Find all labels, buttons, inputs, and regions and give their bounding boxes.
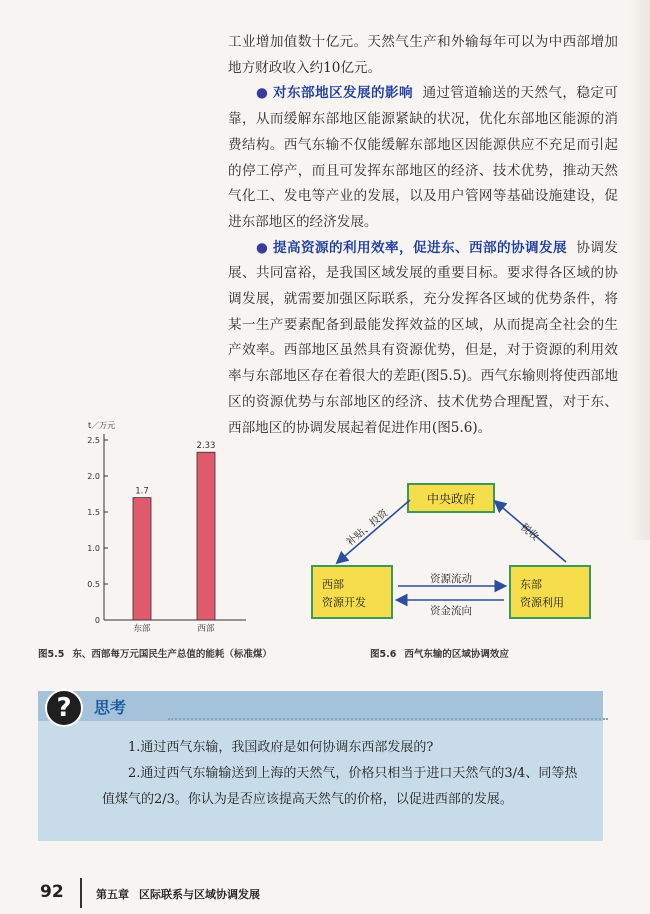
bullet-icon: ● (256, 239, 269, 256)
subsidy-arrow (338, 500, 410, 562)
west-label-line1: 西部 (322, 578, 344, 591)
page-number: 92 (40, 882, 64, 902)
y-axis-label: t／万元 (88, 421, 116, 430)
figure-5-5-caption (38, 646, 272, 660)
y-tick-label: 0 (94, 616, 100, 625)
paragraph-3-text: 协调发展、共同富裕，是我国区域发展的重要目标。要求得各区域的协调发展，就需要加强区际联系，充分发挥各区域的优势条件，将某一生产要素配备到最能发挥效益的区域，从而提高全社会的生产效率。西部地区虽然具有资源优势，但是，对于资源的利用效率与东部地区存在着很大的差距(图5.5)。西气东输则将使西部地区的资源优势与东部地区的经济、技术优势合理配置，对于东、西部地区的协调发展起着促进作用(图5.6)。 (228, 239, 618, 436)
category-label: 东部 (133, 624, 151, 634)
figure-5-5-text: 东、西部每万元国民生产总值的能耗（标准煤） (72, 649, 272, 660)
regional-coordination-diagram (298, 476, 628, 636)
paragraph-1: 工业增加值数十亿元。天然气生产和外输每年可以为中西部增加地方财政收入约10亿元。 (228, 34, 618, 76)
page-edge-shade (630, 0, 650, 540)
main-text (228, 30, 618, 441)
paragraph-2-heading: 对东部地区发展的影响 (273, 85, 413, 102)
y-tick-label: 2.0 (87, 472, 100, 481)
central-gov-label: 中央政府 (426, 492, 476, 506)
y-tick-label: 2.5 (87, 436, 100, 445)
bar-西部 (197, 452, 215, 620)
chapter-footer (96, 886, 270, 902)
question-icon: ? (45, 689, 83, 727)
thinking-box (38, 691, 603, 841)
figure-5-6-caption (370, 646, 509, 660)
thinking-title: 思考 (94, 698, 127, 717)
capital-flow-label: 资金流向 (430, 605, 472, 617)
thinking-questions (102, 735, 582, 813)
thinking-divider (168, 718, 608, 720)
bullet-icon: ● (256, 85, 269, 102)
chapter-title: 区际联系与区域协调发展 (139, 888, 260, 901)
y-tick-label: 1.0 (87, 544, 100, 553)
paragraph-2-text: 通过管道输送的天然气，稳定可靠，从而缓解东部地区能源紧缺的状况，优化东部地区能源的消费结构。西气东输不仅能缓解东部地区因能源供应不充足而引起的停工停产，而且可发挥东部地区的经济、技术优势，推动天然气化工、发电等产业的发展，以及用户管网等基础设施建设，促进东部地区的经济发展。 (228, 85, 618, 230)
west-box (312, 566, 392, 618)
bar-value-label: 1.7 (135, 486, 149, 497)
figure-5-6-number: 图5.6 (370, 649, 397, 660)
east-box (510, 566, 590, 618)
east-label-line2: 资源利用 (520, 596, 564, 609)
question-1: 1.通过西气东输，我国政府是如何协调东西部发展的? (128, 740, 434, 755)
paragraph-3-heading: 提高资源的利用效率，促进东、西部的协调发展 (273, 239, 567, 256)
paragraph-2 (228, 81, 618, 235)
resource-flow-label: 资源流动 (430, 573, 472, 585)
footer-divider (80, 878, 82, 908)
energy-consumption-bar-chart (78, 418, 278, 640)
chapter-number: 第五章 (96, 888, 129, 901)
figure-5-6-text: 西气东输的区域协调效应 (404, 649, 509, 660)
paragraph-3 (228, 236, 618, 442)
west-label-line2: 资源开发 (322, 596, 366, 609)
category-label: 西部 (197, 624, 215, 634)
y-tick-label: 1.5 (87, 508, 100, 517)
question-2: 2.通过西气东输输送到上海的天然气，价格只相当于进口天然气的3/4、同等热值煤气的2/3。你认为是否应该提高天然气的价格，以促进西部的发展。 (102, 766, 578, 807)
figure-5-5-number: 图5.5 (38, 649, 65, 660)
subsidy-label: 补贴、投资 (344, 507, 391, 549)
bar-东部 (133, 498, 151, 620)
east-label-line1: 东部 (520, 578, 542, 591)
y-tick-label: 0.5 (87, 580, 100, 589)
tax-label: 税收 (518, 521, 541, 544)
bar-value-label: 2.33 (196, 441, 216, 452)
